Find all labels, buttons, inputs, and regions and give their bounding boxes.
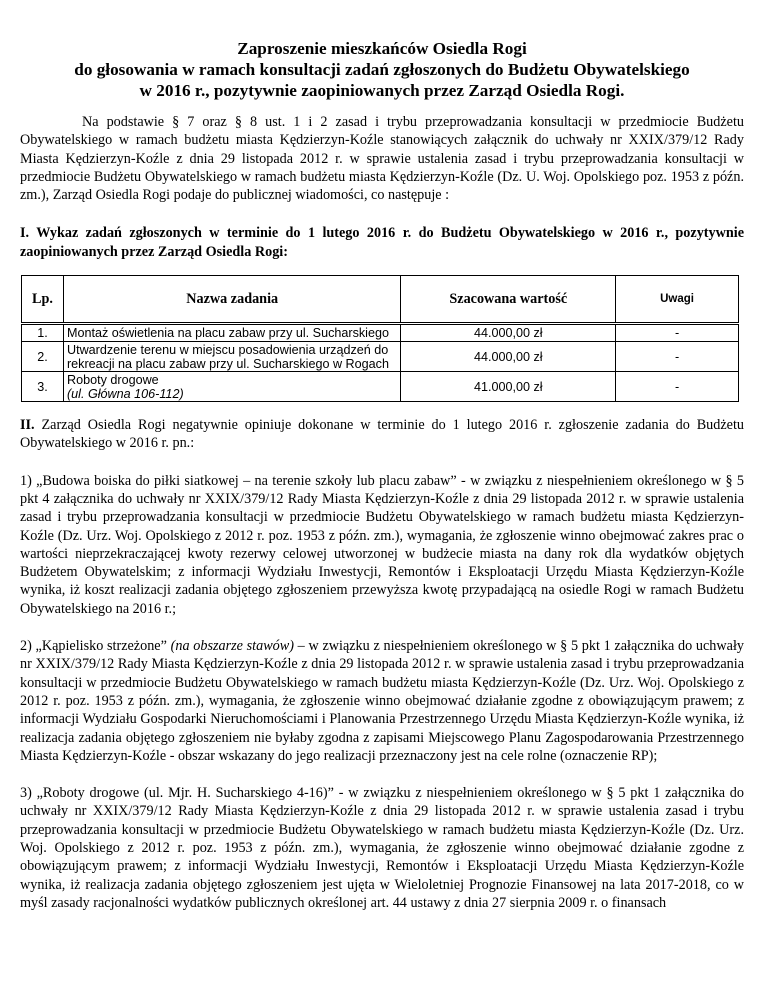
document-title xyxy=(20,38,744,101)
title-line-1: Zaproszenie mieszkańców Osiedla Rogi xyxy=(237,39,527,58)
section-2-paragraph xyxy=(20,416,744,453)
cell-name xyxy=(63,372,400,402)
tasks-table xyxy=(21,275,739,402)
cell-value: 41.000,00 zł xyxy=(401,372,616,402)
rejected-item-2 xyxy=(20,637,744,765)
header-value: Szacowana wartość xyxy=(401,276,616,324)
cell-name: Utwardzenie terenu w miejscu posadowienia urządzeń do rekreacji na placu zabaw przy ul. Sucharskiego w Rogach xyxy=(63,342,400,372)
item-2-rest: – w związku z niespełnieniem określonego w § 5 pkt 1 załącznika do uchwały nr XXIX/379/12 Rady Miasta Kędzierzyn-Koźle z dnia 29 listopada 2012 r. w sprawie ustalenia zasad i trybu przeprowadzania konsultacji w przedmiocie Budżetu Obywatelskiego w ramach budżetu miasta Kędzierzyn-Koźle (Dz. Urz. Woj. Opolskiego z 2012 r. poz. 1953 z późn. zm.), wymagania, że zgłoszenie winno obejmować działanie zgodne z obowiązującym prawem; z informacji Wydziału Gospodarki Nieruchomościami i Planowania Przestrzennego Urzędu Miasta Kędzierzyn-Koźle wynika, iż realizacja zadania objętego zgłoszeniem nie byłaby zgodna z zapisami Miejscowego Planu Zagospodarowania Przestrzennego Miasta Kędzierzyn-Koźle - obszar wskazany do jego realizacji przeznaczony jest na cele rolne (oznaczenie RP); xyxy=(20,638,744,764)
section-1-heading: I. Wykaz zadań zgłoszonych w terminie do 1 lutego 2016 r. do Budżetu Obywatelskiego w 2016 r., pozytywnie zaopiniowanych przez Zarząd Osiedla Rogi: xyxy=(20,225,744,260)
cell-name-main: Roboty drogowe xyxy=(66,372,159,387)
section-2-text: Zarząd Osiedla Rogi negatywnie opiniuje dokonane w terminie do 1 lutego 2016 r. zgłoszenie zadania do Budżetu Obywatelskiego w 2016 r. pn.: xyxy=(20,417,744,452)
header-name: Nazwa zadania xyxy=(63,276,400,324)
rejected-item-3: 3) „Roboty drogowe (ul. Mjr. H. Sucharskiego 4-16)” - w związku z niespełnieniem określonego w § 5 pkt 1 załącznika do uchwały nr XXIX/379/12 Rady Miasta Kędzierzyn-Koźle z dnia 29 listopada 2012 r. w sprawie ustalenia zasad i trybu przeprowadzania konsultacji w przedmiocie Budżetu Obywatelskiego w ramach budżetu miasta Kędzierzyn-Koźle (Dz. Urz. Woj. Opolskiego z 2012 r. poz. 1953 z późn. zm.), wymagania, że zgłoszenie winno obejmować działanie zgodne z obowiązującym prawem; z informacji Wydziału Inwestycji, Remontów i Eksploatacji Urzędu Miasta Kędzierzyn-Koźle wynika, iż realizacja zadania objętego zgłoszeniem jest ujęta w Wieloletniej Prognozie Finansowej na lata 2017-2018, co w myśl zasady racjonalności wydatków publicznych określonej art. 44 ustawy z dnia 27 sierpnia 2009 r. o finansach xyxy=(20,785,744,911)
header-lp: Lp. xyxy=(22,276,64,324)
section-2-number: II. xyxy=(20,417,35,434)
cell-notes: - xyxy=(616,324,739,342)
intro-paragraph: Na podstawie § 7 oraz § 8 ust. 1 i 2 zasad i trybu przeprowadzania konsultacji w przedmiocie Budżetu Obywatelskiego w ramach budżetu miasta Kędzierzyn-Koźle stanowiących załącznik do uchwały nr XXIX/379/12 Rady Miasta Kędzierzyn-Koźle z dnia 29 listopada 2012 r. w sprawie ustalenia zasad i trybu przeprowadzania konsultacji w przedmiocie Budżetu Obywatelskiego w ramach budżetu miasta Kędzierzyn-Koźle (Dz. U. Woj. Opolskiego poz. 1953 z późn. zm.), Zarząd Osiedla Rogi podaje do publicznej wiadomości, co następuje : xyxy=(20,114,744,204)
cell-name: Montaż oświetlenia na placu zabaw przy ul. Sucharskiego xyxy=(63,324,400,342)
item-2-start: 2) „Kąpielisko strzeżone” xyxy=(20,638,171,655)
table-header-row xyxy=(22,276,739,324)
cell-name-extra: (ul. Główna 106-112) xyxy=(66,386,184,401)
document-page xyxy=(20,38,744,931)
cell-notes: - xyxy=(616,342,739,372)
rejected-item-1: 1) „Budowa boiska do piłki siatkowej – na terenie szkoły lub placu zabaw” - w związku z niespełnieniem określonego w § 5 pkt 4 załącznika do uchwały nr XXIX/379/12 Rady Miasta Kędzierzyn-Koźle z dnia 29 listopada 2012 r. w sprawie ustalenia zasad i trybu przeprowadzania konsultacji w przedmiocie Budżetu Obywatelskiego w ramach budżetu miasta Kędzierzyn-Koźle (Dz. Urz. Woj. Opolskiego z 2012 r. poz. 1953 z późn. zm.), wymagania, że zgłoszenie winno obejmować zakres prac o wartości nieprzekraczającej kwoty rezerwy celowej utworzonej w budżecie miasta na dany rok dla wydatków objętych Budżetem Obywatelskim; z informacji Wydziału Inwestycji, Remontów i Eksploatacji Urzędu Miasta Kędzierzyn-Koźle wynika, iż koszt realizacji zadania objętego zgłoszeniem przewyższa kwotę przypadającą na osiedle Rogi w ramach Budżetu Obywatelskiego na 2016 r.; xyxy=(20,472,744,617)
cell-value: 44.000,00 zł xyxy=(401,342,616,372)
cell-lp: 2. xyxy=(22,342,64,372)
item-2-italic: (na obszarze stawów) xyxy=(170,638,294,655)
header-notes: Uwagi xyxy=(616,276,739,324)
cell-value: 44.000,00 zł xyxy=(401,324,616,342)
table-row xyxy=(22,324,739,342)
cell-lp: 3. xyxy=(22,372,64,402)
cell-notes: - xyxy=(616,372,739,402)
cell-lp: 1. xyxy=(22,324,64,342)
table-row xyxy=(22,342,739,372)
title-line-2: do głosowania w ramach konsultacji zadań zgłoszonych do Budżetu Obywatelskiego xyxy=(74,60,690,79)
title-line-3: w 2016 r., pozytywnie zaopiniowanych przez Zarząd Osiedla Rogi. xyxy=(139,81,625,100)
table-row xyxy=(22,372,739,402)
